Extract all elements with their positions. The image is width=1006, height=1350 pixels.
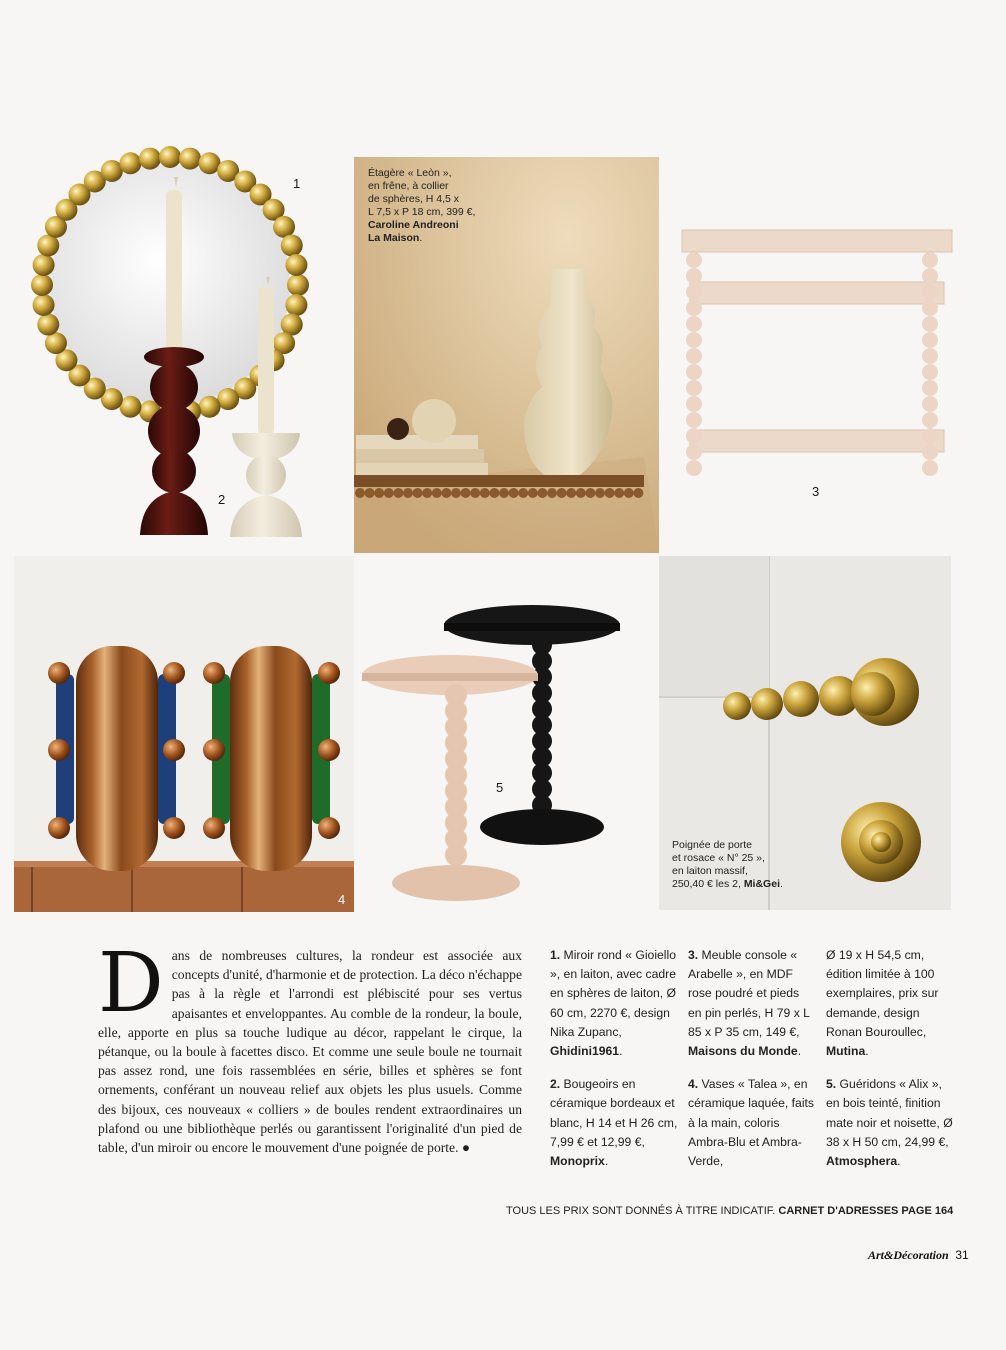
- legend-item-number: 4.: [688, 1077, 699, 1092]
- legend-item: [826, 1075, 954, 1171]
- legend-item: [826, 946, 954, 1061]
- legend-item-brand: Maisons du Monde: [688, 1044, 798, 1059]
- legend-item-brand: Atmosphera: [826, 1154, 898, 1169]
- mirror-bead: [31, 274, 53, 296]
- vase-ambra-blu: [48, 646, 185, 871]
- legend-item-text: Guéridons « Alix », en bois teinté, finition mate noir et noisette, Ø 38 x H 50 cm, 24,99 €,: [826, 1077, 953, 1149]
- drop-cap: D: [98, 936, 164, 1031]
- legend-item-end: .: [604, 1154, 609, 1169]
- console-leg-bead: [686, 348, 702, 364]
- mirror-bead: [199, 396, 221, 418]
- console-leg-bead: [922, 364, 938, 380]
- caption-handle-line: Poignée de porte: [672, 839, 752, 851]
- photo-side-tables: [360, 595, 650, 910]
- shelf-bead: [633, 488, 643, 498]
- mirror-bead: [119, 152, 141, 174]
- console-leg-bead: [922, 428, 938, 444]
- legend-item-number: 2.: [550, 1077, 561, 1092]
- caption-handle: [672, 839, 822, 891]
- shelf-bead: [365, 488, 375, 498]
- photo-mirror-candlesticks: [30, 135, 350, 545]
- console-leg-bead: [686, 268, 702, 284]
- legend-item-brand: Monoprix: [550, 1154, 605, 1169]
- shelf-bead: [528, 488, 538, 498]
- shelf-bead: [489, 488, 499, 498]
- caption-shelf: [368, 167, 528, 245]
- shelf-bead: [403, 488, 413, 498]
- console-leg-bead: [922, 268, 938, 284]
- legend-item-brand: Ghidini1961: [550, 1044, 620, 1059]
- legend-item-number: 1.: [550, 948, 561, 962]
- caption-shelf-line: en frêne, à collier: [368, 180, 449, 192]
- legend-item: [688, 1075, 816, 1171]
- shelf-bead: [605, 488, 615, 498]
- item-number-4: 4: [338, 892, 346, 907]
- legend-item: [688, 946, 816, 1061]
- caption-shelf-line: Étagère « Leòn »,: [368, 167, 452, 179]
- legend-item: [550, 946, 678, 1061]
- console-leg-bead: [922, 444, 938, 460]
- shelf-bead: [413, 488, 423, 498]
- shelf-bead: [355, 488, 365, 498]
- shelf-bead: [499, 488, 509, 498]
- console-leg-bead: [922, 460, 938, 476]
- shelf-bead: [441, 488, 451, 498]
- console-leg-bead: [922, 380, 938, 396]
- black-side-table: [444, 605, 620, 845]
- caption-handle-end: .: [779, 878, 783, 890]
- legend-item-end: .: [897, 1154, 901, 1169]
- intro-paragraph: [98, 936, 522, 1157]
- console-leg-bead: [686, 412, 702, 428]
- item-number-1: 1: [293, 176, 301, 191]
- legend-item-number: 3.: [688, 948, 699, 962]
- vase-ambra-verde: [203, 646, 340, 871]
- shelf-bead: [547, 488, 557, 498]
- mirror-bead: [159, 146, 181, 168]
- mirror-bead: [285, 254, 307, 276]
- shelf-bead: [461, 488, 471, 498]
- caption-shelf-brand: La Maison: [368, 232, 420, 244]
- shelf-bead: [595, 488, 605, 498]
- mirror-bead: [33, 294, 55, 316]
- legend-item-end: .: [797, 1044, 802, 1059]
- shelf-bead: [509, 488, 519, 498]
- console-leg-bead: [922, 316, 938, 332]
- caption-handle-line: et rosace « N° 25 »,: [672, 852, 765, 864]
- console-leg-bead: [686, 252, 702, 268]
- mirror-bead: [281, 234, 303, 256]
- console-leg-bead: [686, 332, 702, 348]
- photo-vases: [14, 556, 354, 912]
- page-number: 31: [955, 1248, 969, 1262]
- console-leg-bead: [922, 412, 938, 428]
- legend-item-text: Meuble console « Arabelle », en MDF rose poudré et pieds en pin perlés, H 79 x L 85 x P 35 cm, 149 €,: [688, 948, 810, 1039]
- console-leg-bead: [686, 380, 702, 396]
- shelf-bead: [432, 488, 442, 498]
- mirror-bead: [139, 148, 161, 170]
- mirror-bead: [33, 254, 55, 276]
- console-leg-bead: [922, 284, 938, 300]
- item-number-5: 5: [496, 780, 504, 795]
- console-top: [682, 230, 952, 252]
- shelf-bead: [614, 488, 624, 498]
- caption-handle-line: en laiton massif,: [672, 865, 748, 877]
- legend-item-brand: Mutina: [826, 1044, 866, 1059]
- shelf-bead: [537, 488, 547, 498]
- caption-handle-line: 250,40 € les 2,: [672, 878, 741, 890]
- caption-shelf-line: L 7,5 x P 18 cm, 399 €,: [368, 206, 476, 218]
- console-leg-bead: [686, 284, 702, 300]
- caption-shelf-line: de sphères, H 4,5 x: [368, 193, 460, 205]
- legend-item-text: Bougeoirs en céramique bordeaux et blanc, H 14 et H 26 cm, 7,99 € et 12,99 €,: [550, 1077, 678, 1149]
- console-leg-bead: [686, 316, 702, 332]
- console-leg-bead: [686, 364, 702, 380]
- shelf-bead: [374, 488, 384, 498]
- shelf-bead: [624, 488, 634, 498]
- legend-column-1: [550, 946, 678, 1185]
- caption-handle-brand: Mi&Gei: [743, 878, 780, 890]
- caption-shelf-end: .: [419, 232, 423, 244]
- console-leg-bead: [922, 300, 938, 316]
- item-number-3: 3: [812, 484, 820, 499]
- legend-item-text: Ø 19 x H 54,5 cm, édition limitée à 100 exemplaires, prix sur demande, design Ronan Bouroullec,: [826, 948, 939, 1039]
- legend-item-text: Vases « Talea », en céramique laquée, faits à la main, coloris Ambra-Blu et Ambra-Verde,: [688, 1077, 815, 1169]
- console-leg-bead: [922, 348, 938, 364]
- console-leg-bead: [686, 444, 702, 460]
- console-leg-bead: [686, 428, 702, 444]
- price-footnote: [506, 1205, 953, 1217]
- legend-item-text: Miroir rond « Gioiello », en laiton, avec cadre en sphères de laiton, Ø 60 cm, 2270 €, design Nika Zupanc,: [550, 948, 677, 1039]
- door-rosace: [841, 802, 921, 882]
- mirror-bead: [179, 148, 201, 170]
- legend-column-3: [826, 946, 954, 1185]
- legend-item-end: .: [619, 1044, 623, 1059]
- magazine-name: Art&Décoration: [868, 1248, 949, 1262]
- mirror-bead: [285, 294, 307, 316]
- console-leg-bead: [686, 396, 702, 412]
- address-book-link[interactable]: CARNET D'ADRESSES PAGE 164: [778, 1205, 954, 1217]
- shelf-bead: [557, 488, 567, 498]
- item-number-2: 2: [218, 492, 226, 507]
- legend-item-end: .: [865, 1044, 869, 1059]
- photo-console: [672, 220, 962, 495]
- shelf-bead: [585, 488, 595, 498]
- page-folio: [868, 1248, 969, 1263]
- intro-text: ans de nombreuses cultures, la rondeur est associée aux concepts d'unité, d'harmonie et de protection. La déco n'échappe pas à la règle et l'arrondi est plébiscité pour ses vertus apaisantes et enveloppantes. Au comble de la rondeur, la boule, elle, apporte en plus sa touche ludique au décor, rappelant le cirque, la pétanque, ou la boule à facettes disco. Et comme une seule boule ne tournait pas assez rond, une fois rassemblées en série, billes et sphères se font ornements, conférant un nouveau relief aux objets les plus usuels. Comme des bijoux, ces nouveaux « colliers » de boules rendent extraordinaires un plafond ou une bibliothèque perlés ou garantissent l'originalité d'un pied de table, d'un miroir ou encore le mouvement d'une poignée de porte.: [98, 948, 522, 1156]
- console-leg-bead: [686, 300, 702, 316]
- end-mark-icon: ●: [461, 1140, 471, 1156]
- console-leg-bead: [922, 332, 938, 348]
- shelf-bead: [470, 488, 480, 498]
- footnote-text: TOUS LES PRIX SONT DONNÉS À TITRE INDICATIF.: [506, 1205, 779, 1217]
- console-leg-bead: [686, 460, 702, 476]
- mirror-bead: [37, 314, 59, 336]
- legend-column-2: [688, 946, 816, 1185]
- legend-item: [550, 1075, 678, 1171]
- legend-item-number: 5.: [826, 1077, 837, 1092]
- shelf-bead: [422, 488, 432, 498]
- console-leg-bead: [922, 396, 938, 412]
- shelf-bead: [566, 488, 576, 498]
- shelf-bead: [451, 488, 461, 498]
- powder-pink-side-table: [362, 655, 538, 901]
- caption-shelf-brand: Caroline Andreoni: [368, 219, 459, 231]
- shelf-bead: [393, 488, 403, 498]
- shelf-bead: [480, 488, 490, 498]
- mirror-bead: [287, 274, 309, 296]
- console-leg-bead: [922, 252, 938, 268]
- shelf-bead: [576, 488, 586, 498]
- table-stem-bead: [445, 844, 467, 866]
- shelf-bead: [518, 488, 528, 498]
- shelf-bead: [384, 488, 394, 498]
